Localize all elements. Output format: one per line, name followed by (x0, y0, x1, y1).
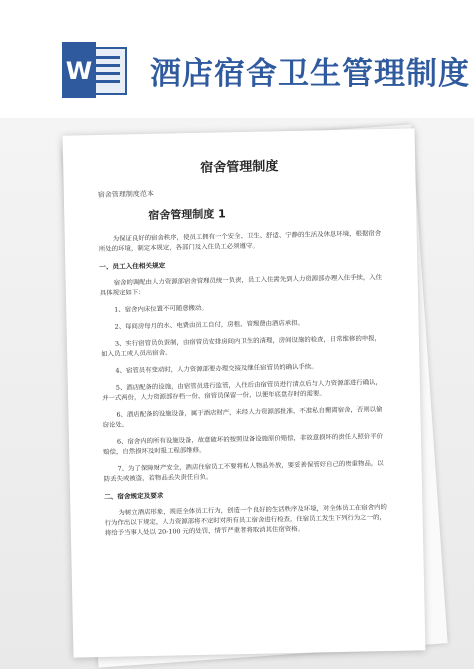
paragraph: 6、宿舍内的所有设施设备，故意破坏的按照设备设施原价赔偿，非故意损坏的责任人照价平价赔偿，自然损坏及时报工程部维修。 (103, 432, 384, 456)
section-heading-1: 一、员工入住相关规定 (99, 261, 166, 272)
document-heading: 宿舍管理制度 1 (148, 207, 226, 222)
document-title: 宿舍管理制度 (200, 159, 279, 176)
paragraph: 6、酒店配备的设施设备，属于酒店财产，未经人力资源部批准，不准私自搬离宿舍，否则以偷窃论处。 (102, 405, 383, 429)
section-heading-2: 二、宿舍规定及要求 (104, 491, 164, 501)
paragraph: 宿舍的调配由人力资源部宿舍管理员统一负责，员工入住需先到人力资源部办理入住手续，入住具体规定如下： (99, 273, 383, 297)
paragraph: 1、宿舍内床位置不可随意搬动。 (114, 303, 208, 314)
paragraph: 2、每间房每月的水、电费由员工自付，房租、管理费由酒店承担。 (114, 318, 305, 331)
paragraph: 5、酒店配备的设施，由宿管员进行监管，入住后由宿管员进行清点后与人力资源部进行确认，并一式两份，人力资源部存档一份，宿管员保留一份，以便年底盘存时的需要。 (101, 378, 382, 402)
word-logo-letter: W (65, 57, 93, 85)
paragraph: 为树立酒店形象，规范全体员工行为，创造一个良好的生活秩序及环境，对全体员工在宿舍内的行为作出以下规定，人力资源部将不定时对所有员工宿舍进行检查，住宿员工发生下列行为之一的，将给予当事人处以 20-100 元的处罚，情节严重者将取消其住宿资格。 (104, 503, 387, 537)
document-subtitle: 宿舍管理制度范本 (97, 189, 154, 200)
word-logo-icon (60, 42, 130, 98)
document-preview-area (0, 118, 474, 669)
intro-paragraph: 为保证良好的宿舍秩序，使员工拥有一个安全、卫生、舒适、宁静的生活及休息环境，根据宿舍所处的环境，制定本规定，各部门及入住员工必须遵守。 (98, 229, 382, 254)
banner-title: 酒店宿舍卫生管理制度 (150, 56, 470, 92)
paragraph: 4、宿管员有变动时，人力资源部要办理交接及继任宿管员的确认手续。 (115, 362, 318, 375)
document-page (63, 128, 426, 657)
paragraph: 3、实行宿管员负责制，由宿管员安排房间内卫生的清理，房间设施的检查，日常维修的申报，如入员工或人员出宿舍。 (101, 334, 382, 358)
banner (0, 0, 474, 118)
paragraph: 7、为了保障财产安全，酒店住宿员工不要将私人物品外放，要妥善保管好自己的贵重物品，以防丢失或被盗，若物品丢失责任自负。 (103, 459, 384, 483)
